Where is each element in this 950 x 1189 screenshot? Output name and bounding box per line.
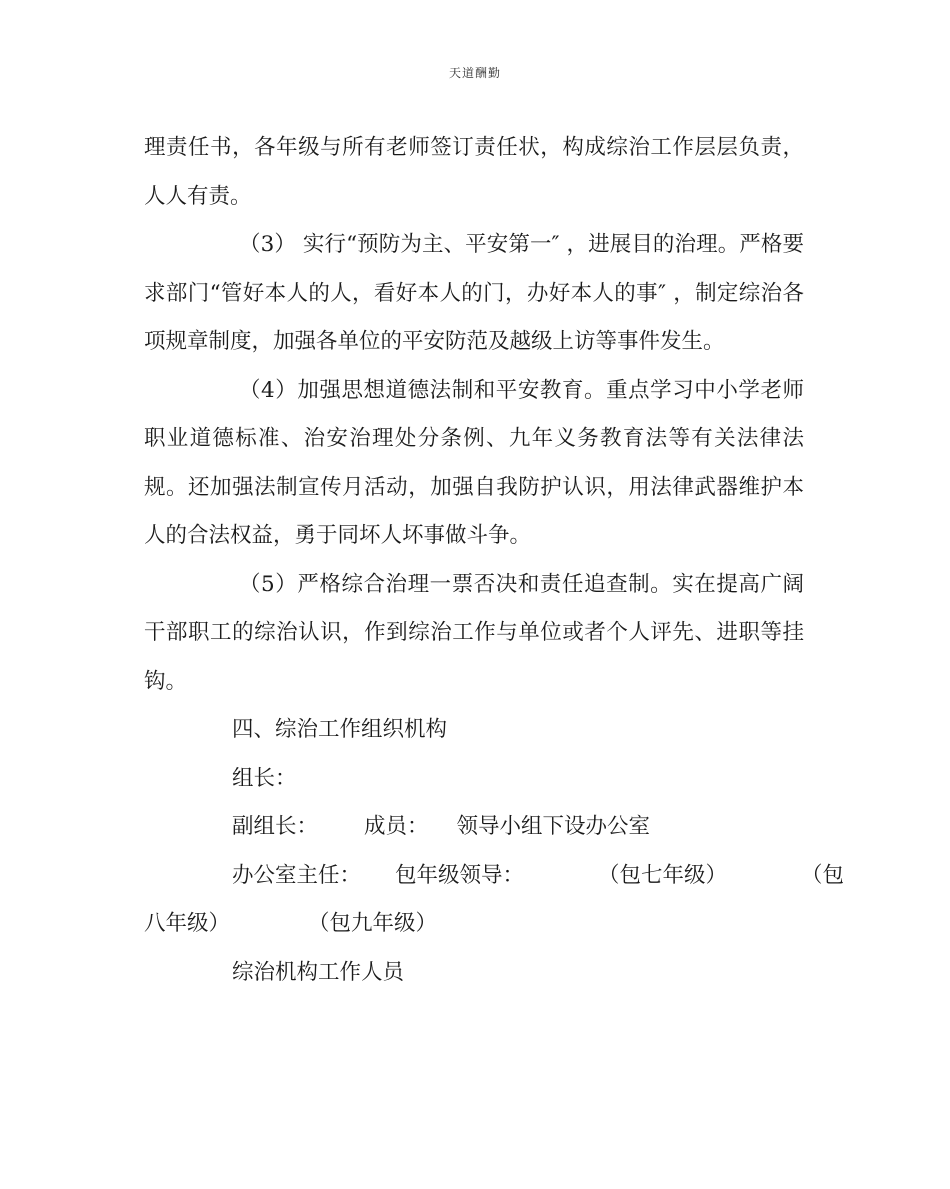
leader-label: 组长：: [232, 765, 297, 791]
members-label: 成员：: [364, 814, 429, 839]
paragraph-item-4: （4）加强思想道德法制和平安教育。重点学习中小学老师职业道德标准、治安治理处分条例、九年义务教育法等有关法律法规。还加强法制宣传月活动，加强自我防护认识，用法律武器维护本人的合法权益，勇于同坏人坏事做斗争。: [144, 377, 804, 548]
deputy-label: 副组长：: [232, 814, 319, 839]
staff-row: [144, 949, 804, 998]
grade-row: [144, 900, 804, 949]
paragraph-item-3: （3） 实行“预防为主、平安第一″ ，进展目的治理。严格要求部门“管好本人的人，看好本人的门，办好本人的事″ ，制定综治各项规章制度，加强各单位的平安防范及越级上访等事件发生。: [144, 232, 804, 354]
grade7-label: （包七年级）: [598, 862, 728, 888]
leader-row: [144, 755, 804, 804]
grade-leader-label: 包年级领导：: [395, 862, 525, 888]
section-heading: 四、综治工作组织机构: [232, 717, 448, 742]
paragraph-responsibility: 理责任书，各年级与所有老师签订责任状，构成综治工作层层负责，人人有责。: [144, 135, 804, 209]
grade8-label-start: （包: [801, 862, 845, 888]
paragraph-item-5: （5）严格综合治理一票否决和责任追查制。实在提高广阔干部职工的综治认识，作到综治工作与单位或者个人评先、进职等挂钩。: [144, 571, 804, 694]
grade8-label-end: 八年级）: [144, 911, 231, 936]
office-director-label: 办公室主任：: [232, 862, 362, 888]
office-row: [144, 852, 845, 901]
grade9-label: （包九年级）: [308, 911, 438, 936]
page-header: 天道酬勤: [448, 66, 501, 80]
section-title: [144, 706, 804, 755]
deputy-row: [144, 803, 804, 852]
staff-label: 综治机构工作人员: [232, 959, 405, 985]
office-note: 领导小组下设办公室: [456, 814, 651, 839]
document-body: [144, 124, 845, 997]
